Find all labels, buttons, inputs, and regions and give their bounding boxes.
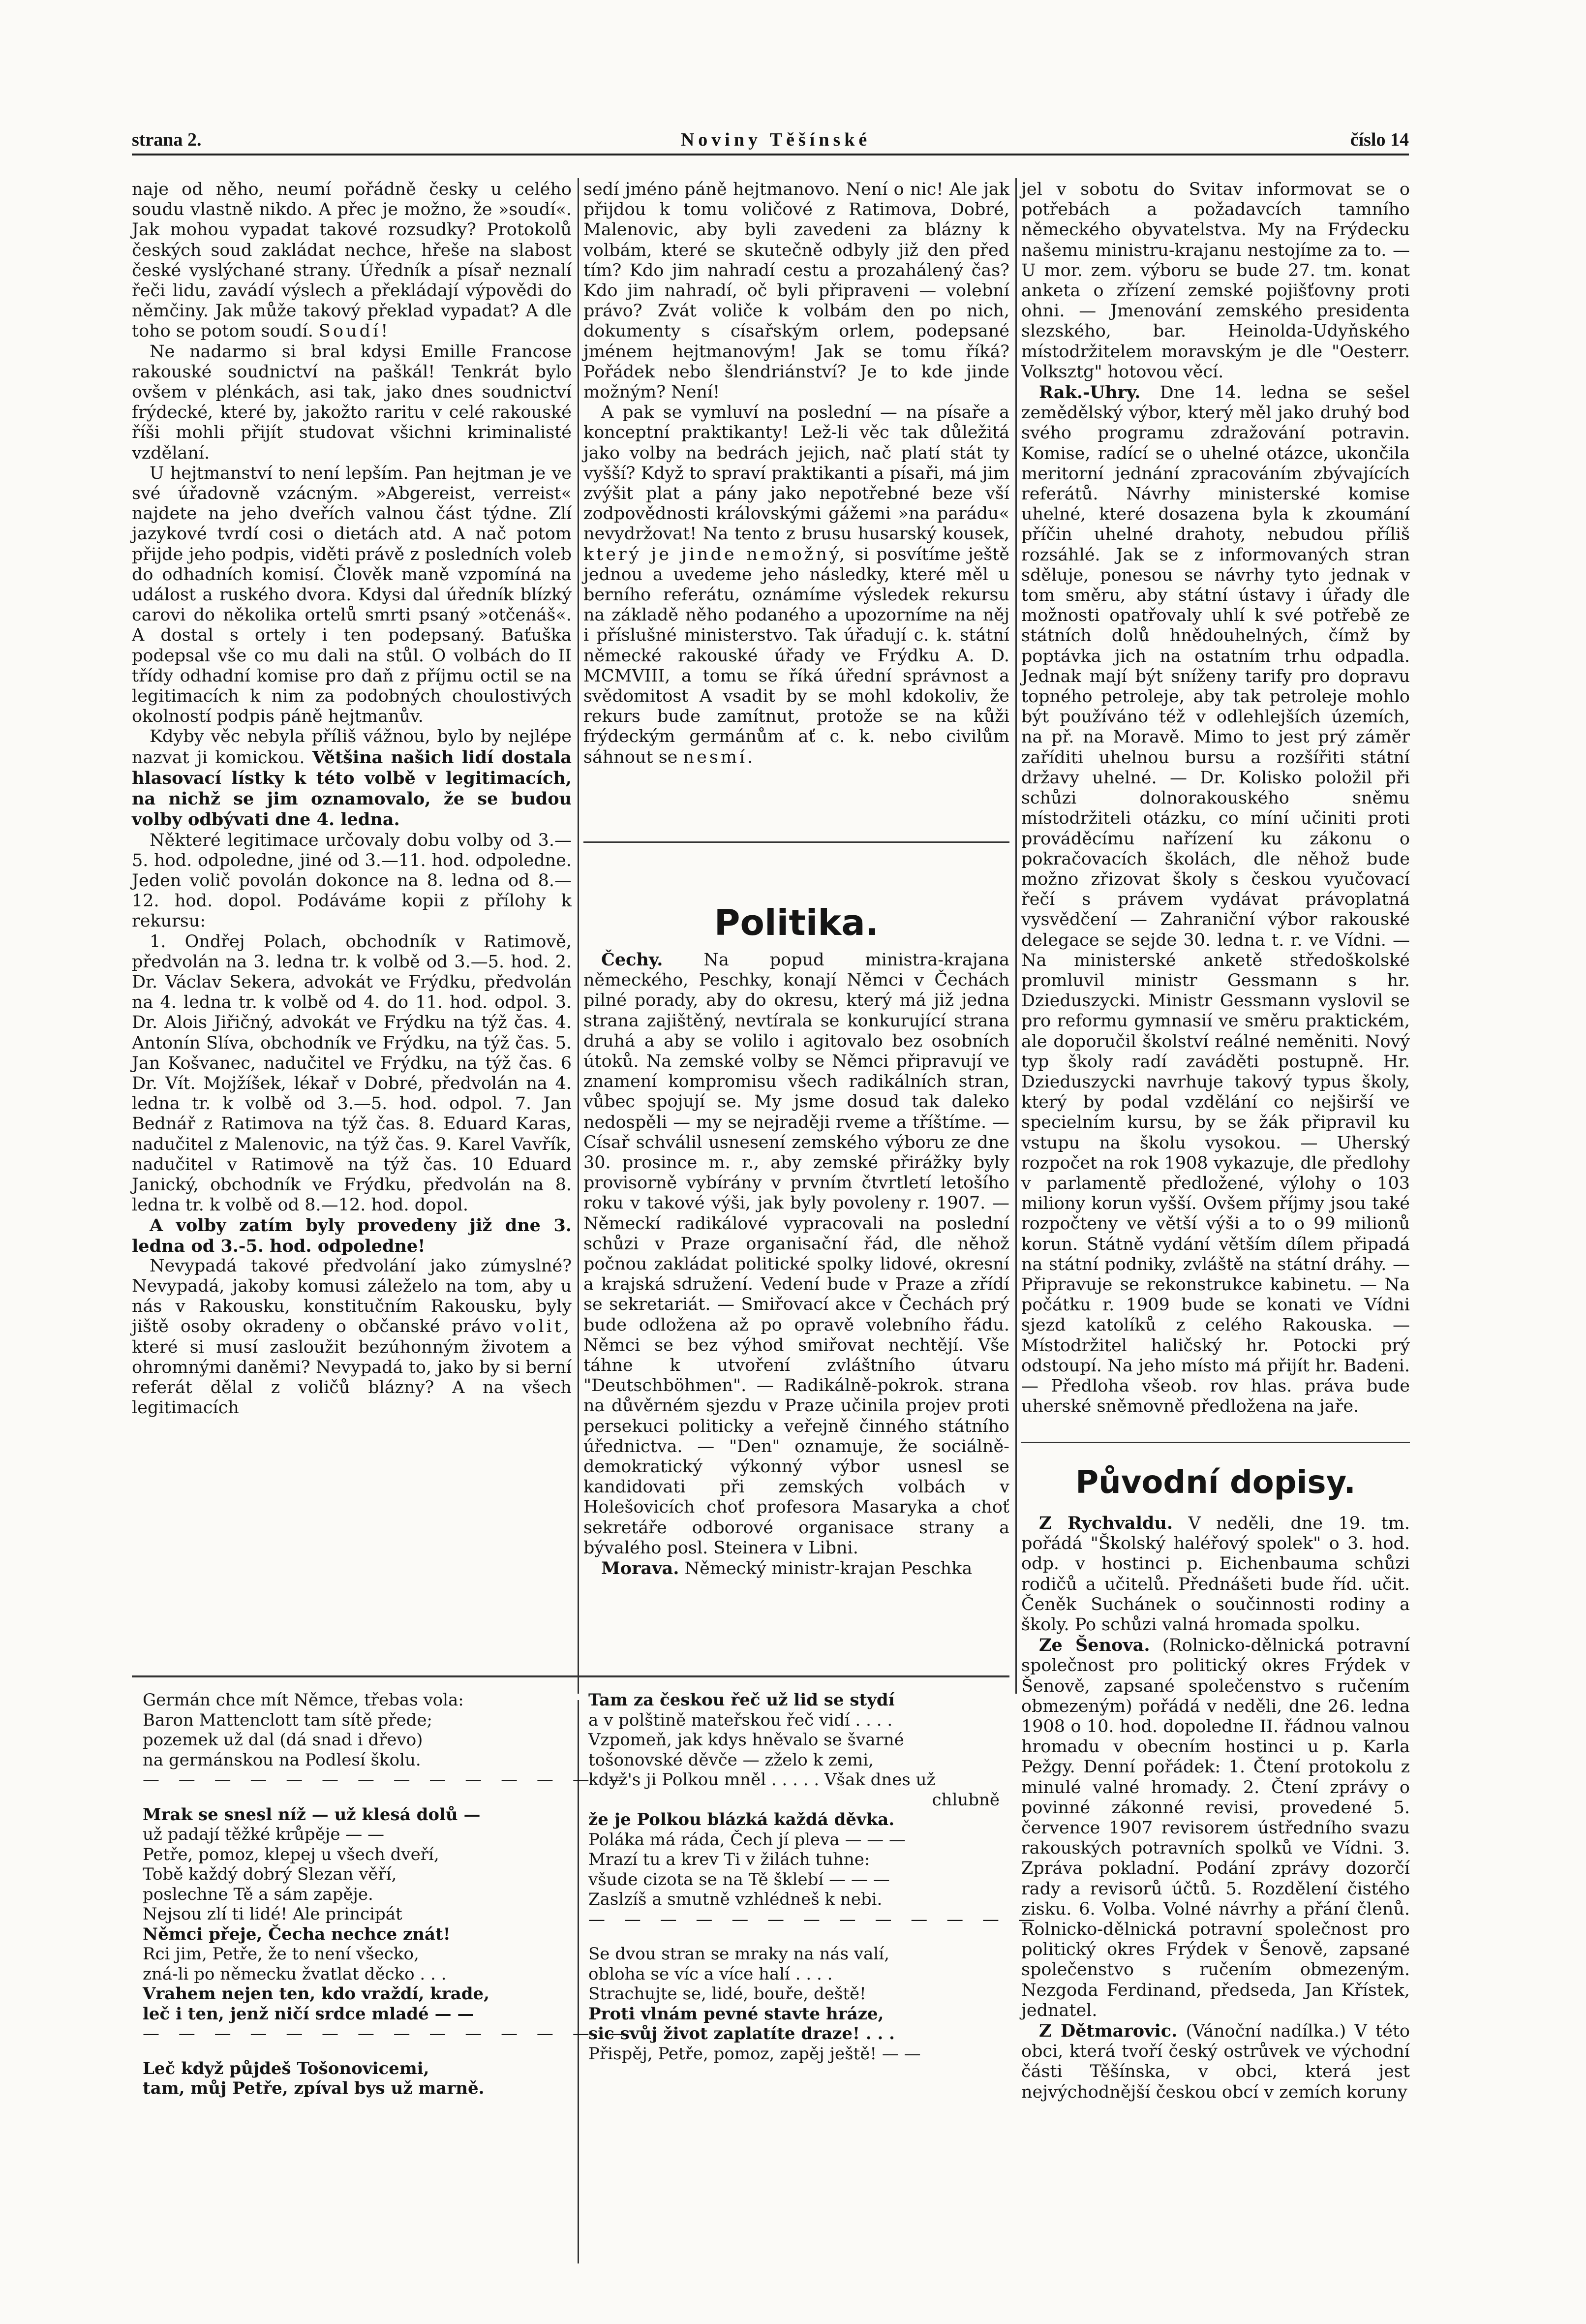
poem-divider (132, 1675, 1009, 1677)
article-paragraph: A pak se vymluví na poslední — na písaře a konceptní praktikanty! Lež-li věc tak důležitá jako volby na bedrách jejich, nač platí stát ty vyšší? Když to spraví praktikanti a písaři, má jim zvýšit plat a pány jako nepotřebné beze vší zodpovědnosti královskými gážemi »na parádu« nevydržovat! Na tento z brusu husarský kousek, který je jinde nemožný, si posvítíme ještě jednou a uvedeme jeho následky, které měl u berního referátu, oznámíme výsledek rekursu na základě něho podaného a upozorníme na něj i příslušné ministerstvo. Tak úřadují c. k. státní německé rakouské úřady ve Frýdku A. D. MCMVIII, a tomu se říká úřední správnost a svědomitost A vsadit by se mohl kdokoliv, že rekurs bude zamítnut, protože se na kůži frýdeckým germánům ať c. k. nebo civilům sáhnout se nesmí. (583, 403, 1009, 767)
poem-divider-dashes: — — — — — — — — — — — — — — (143, 2024, 632, 2044)
article-paragraph: Rak.-Uhry. Dne 14. ledna se sešel zemědělský výbor, který měl jako druhý bod svého programu zdražování potravin. Komise, radící se o uhelné otázce, ukončila meritorní jednání zpracováním zbývajících referátů. Návrhy ministerské komise uhelné, které dosazena byla k zkoumání příčin uhelné drahoty, nebudou příliš rozsáhlé. Jak se z informovaných stran sděluje, ponesou se návrhy tyto jednak v tom směru, aby státní ústavy i úřady dle možnosti opatřovaly uhlí k své potřebě ze státních dolů hnědouhelných, čímž by poptávka jich na ostatním trhu odpadla. Jednak mají být sníženy tarify pro dopravu topného petroleje, aby tak petroleje mohlo být používáno též v odlehlejších územích, na př. na Moravě. Mimo to jest prý záměr zaříditi uhelnou bursu a rozšířiti státní državy uhelné. — Dr. Kolisko položil při schůzi dolnorakouského sněmu místodržiteli otázku, co míní učiniti proti prováděcímu nařízení ku zákonu o pokračovacích školách, dle něhož bude možno zřizovat školy s českou vyučovací řečí s právem vydávat právoplatná vysvědčení — Zahraniční výbor rakouské delegace se sejde 30. ledna t. r. ve Vídni. — Na ministerské anketě středoškolské promluvil ministr Gessmann s hr. Dzieduszycki. Ministr Gessmann vyslovil se pro reformu gymnasií ve směru praktickém, ale doporučil školství reálné neměniti. Nový typ školy radí zaváděti postupně. Hr. Dzieduszycki navrhuje takový typus školy, který by podal vzdělání co nejširší ve specielním kursu, by se žák připravil ku vstupu na školu vysokou. — Uherský rozpočet na rok 1908 vykazuje, dle předlohy v parlamentě předložené, výlohy o 103 miliony korun vyšší. Ovšem příjmy jsou také rozpočteny ve větší výši a to o 99 milionů korun. Státně vydání větším dílem připadá na státní podniky, zvláště na státní dráhy. — Připravuje se rekonstrukce kabinetu. — Na počátku r. 1909 bude se konati ve Vídni sjezd katolíků z celého Rakouska. — Místodržitel haličský hr. Potocki prý odstoupí. Na jeho místo má přijít hr. Badeni. — Předloha všeob. rov hlas. práva bude uherské sněmovně předložena na jaře. (1021, 382, 1410, 1417)
article-paragraph: A volby zatím byly provedeny již dne 3. ledna od 3.-5. hod. odpoledne! (132, 1215, 572, 1256)
page-header (132, 127, 1409, 153)
poem-line: Přispěj, Petře, pomoz, zapěj ještě! — — (588, 2044, 921, 2064)
poem-left (143, 1690, 632, 2261)
dopisy-title: Původní dopisy. (1075, 1464, 1356, 1501)
article-paragraph: U hejtmanství to není lepším. Pan hejtman je ve své úřadovně vzácným. »Abgereist, verreist« najdete na jeho dveřích valnou část týdne. Zlí jazykové tvrdí cosi o dietách atd. A nač potom přijde jeho podpis, viděti právě z posledních voleb do odhadních komisí. Člověk maně vzpomíná na událost a ruského dvora. Kdysi dal úředník blízký carovi do několika ortelů smrti psaný »otčenáš«. A dostal s ortely i ten podepsaný. Baťuška podepsal vše co mu dali na stůl. O volbách do II třídy odhadní komise pro daň z příjmu octil se na legitimacích k nim za podobných choulostivých okolností podpis páně hejtmanův. (132, 463, 572, 727)
poem-line: tam, můj Petře, zpíval bys už marně. (143, 2078, 485, 2098)
poem-line: sic svůj život zaplatíte draze! . . . (588, 2024, 895, 2044)
poem-line: Strachujte se, lidé, bouře, deště! (588, 1984, 866, 2004)
page-number: strana 2. (132, 129, 202, 150)
article-paragraph: Morava. Německý ministr-krajan Peschka (601, 1558, 973, 1579)
poem-line: Mrak se snesl níž — už klesá dolů — (143, 1804, 481, 1825)
poem-line: Vzpomeň, jak kdys hněvalo se švarné (588, 1730, 904, 1750)
poem-line: Nejsou zlí ti lidé! Ale principát (143, 1904, 402, 1924)
poem-line: když's ji Polkou mněl . . . . . Však dnes už (588, 1770, 936, 1790)
poem-line: zná-li po německu žvatlat děcko . . . (143, 1964, 447, 1984)
poem-line: Germán chce mít Němce, třebas vola: (143, 1690, 464, 1710)
section-divider (583, 841, 1009, 843)
column-rule (578, 178, 579, 1694)
poem-gap (143, 1790, 571, 1805)
poem-line: všude cizota se na Tě šklebí — — — (588, 1869, 890, 1890)
poem-line: na germánskou na Podlesí školu. (143, 1750, 421, 1770)
poem-line: už padají těžké krůpěje — — (143, 1825, 385, 1844)
poem-gap (143, 2044, 571, 2059)
poem-line: leč i ten, jenž ničí srdce mladé — — (143, 2004, 474, 2024)
poem-line: Petře, pomoz, klepej u všech dveří, (143, 1844, 439, 1864)
poem-line: Mrazí tu a krev Ti v žilách tuhne: (588, 1850, 870, 1869)
poem-line: Tobě každý dobrý Slezan věří, (143, 1864, 397, 1884)
poem-line: Tam za českou řeč už lid se stydí (588, 1690, 895, 1710)
column-1 (132, 180, 572, 1666)
poem-line: obloha se víc a více halí . . . . (588, 1964, 833, 1984)
poem-line: pozemek už dal (dá snad i dřevo) (143, 1730, 423, 1750)
article-paragraph: Ze Šenova. (Rolnicko-dělnická potravní společnost pro politický okres Frýdek v Šenově, zapsané společenstvo s ručením obmezeným) pořádá v neděli, dne 26. ledna 1908 o 10. hod. dopoledne II. řádnou valnou hromadu v obecním hostinci u p. Karla Pežgy. Denní pořádek: 1. Čtení protokolu z minulé valné hromady. 2. Čtení zprávy o povinné zákonné revisi, provedené 5. července 1907 revisorem ústředního svazu rakouských potravních spolků ve Vídni. 3. Zpráva pokladní. Podání zprávy dozorčí rady a revisorů účtů. 5. Rozdělení čistého zisku. 6. Volba. Volné návrhy a přání členů. Rolnicko-dělnická potravní společnost pro politický okres Frýdek v Šenově, zapsané společenstvo s ručením obmezeným. Nezgoda Ferdinand, předseda, Jan Křístek, jednatel. (1021, 1635, 1410, 2020)
column-rule (1015, 178, 1017, 1694)
poem-line: poslechne Tě a sám zapěje. (143, 1884, 373, 1904)
issue-number: číslo 14 (1350, 129, 1409, 150)
poem-line: Němci přeje, Čecha nechce znát! (143, 1924, 451, 1944)
poem-divider-dashes: — — — — — — — — — — — — — — (143, 1770, 632, 1790)
poem-line: Se dvou stran se mraky na nás valí, (588, 1944, 889, 1964)
article-paragraph: jel v sobotu do Svitav informovat se o potřebách a požadavcích tamního německého obyvatelstva. My na Frýdecku našemu ministru-krajanu nestojíme za to. — U mor. zem. výboru se bude 27. tm. konat anketa o zřízení zemské pojišťovny proti ohni. — Jmenování zemského presidenta slezského, bar. Heinolda-Udyňského místodržitelem moravským je dle "Oesterr. Volksztg" hotovou věcí. (1021, 180, 1410, 382)
article-paragraph: Čechy. Na popud ministra-krajana německého, Peschky, konají Němci v Čechách pilné porady, aby do okresu, který má již jedna strana zajištěný, nevtírala se konkurující strana druhá a aby se volilo i agitovalo bez osobních útoků. Na zemské volby se Němci připravují ve znamení kompromisu všech radikálních stran, vůbec spojují se. My jsme dosud tak daleko nedospěli — my se nejraději rveme a tříštíme. — Císař schválil usnesení zemského výboru ze dne 30. prosince m. r., aby zemské přirážky byly provisorně vybírány v prvním čtvrtletí letošího roku v takové výši, jak byly povoleny r. 1907. — Německí radikálové vypracovali na poslední schůzi v Praze organisační řád, dle něhož počnou zakládat politické spolky lidové, okresní a krajská sdružení. Vedení bude v Praze a zřídí se sekretariát. — Smiřovací akce v Čechách prý bude odložena až po opravě volebního řádu. Němci se bez výhod smiřovat nechtějí. Vše táhne k utvoření zvláštního útvaru "Deutschböhmen". — Radikálně-pokrok. strana na důvěrném sjezdu v Praze učinila projev proti persekuci politicky a veřejně činného státního úřednictva. — "Den" oznamuje, že sociálně-demokratický výkonný výbor usnesl se kandidovati při zemských volbách v Holešovicích choť profesora Masaryka a choť sekretáře odborové organisace strany a bývalého posl. Steinera v Libni. (583, 950, 1009, 1558)
article-paragraph: sedí jméno páně hejtmanovo. Není o nic! Ale jak přijdou k tomu voličové z Ratimova, Dobré, Malenovic, aby byli zavedeni za blázny k volbám, které se skutečně odbyly již den před tím? Kdo jim nahradí cestu a prozahálený čas? Kdo jim nahradí, oč byli připraveni — volební právo? Zvát voliče k volbám den po nich, dokumenty s císařským orlem, podepsané jménem hejtmanovým! Jak se tomu říká? Pořádek nebo šlendriánství? Je to kde jinde možným? Není! (583, 180, 1009, 403)
poem-line: Rci jim, Petře, že to není všecko, (143, 1944, 419, 1964)
header-rule (132, 154, 1409, 155)
poem-line: Leč když půjdeš Tošonovicemi, (143, 2058, 429, 2078)
article-paragraph: Kdyby věc nebyla příliš vážnou, bylo by nejlépe nazvat ji komickou. Většina našich lidí dostala hlasovací lístky k této volbě v legitimacích, na nichž se jim oznamovalo, že se budou volby odbývati dne 4. ledna. (132, 727, 572, 830)
poem-right (588, 1690, 1042, 2261)
poem-divider-dashes: — — — — — — — — — — — — — (588, 1909, 1042, 1929)
article-paragraph: Některé legitimace určovaly dobu volby od 3.—5. hod. odpoledne, jiné od 3.—11. hod. odpoledne. Jeden volič povolán dokonce na 8. ledna od 8.—12. hod. dopol. Podáváme kopii z přílohy k rekursu: (132, 830, 572, 931)
dopisy-section (1021, 1513, 1410, 2251)
poem-line: Proti vlnám pevné stavte hráze, (588, 2004, 884, 2024)
poem-line: Zaslzíš a smutně vzhlédneš k nebi. (588, 1890, 883, 1909)
column-3 (1021, 180, 1410, 1434)
politika-title: Politika. (714, 902, 879, 943)
section-divider (1021, 1442, 1410, 1443)
article-paragraph: Z Dětmarovic. (Vánoční nadílka.) V této obci, která tvoří český ostrůvek ve východní části Těšínska, v obci, která jest nejvýchodnější českou obcí v zemích koruny (1021, 2021, 1410, 2102)
poem-line: chlubně (932, 1790, 1000, 1810)
article-paragraph: 1. Ondřej Polach, obchodník v Ratimově, předvolán na 3. ledna tr. k volbě od 3.—5. hod. 2. Dr. Václav Sekera, advokát ve Frýdku, předvolán na 4. ledna tr. k volbě od 4. do 11. hod. odpol. 3. Dr. Alois Jiřičný, advokát ve Frýdku na týž čas. 4. Antonín Slíva, obchodník ve Frýdku, na týž čas. 5. Jan Košvanec, nadučitel ve Frýdku, na týž čas. 6 Dr. Vít. Mojžíšek, lékař v Dobré, předvolán na 4. ledna tr. k volbě od 3.—5. hod. odpol. 7. Jan Bednář z Ratimova na týž čas. 8. Eduard Karas, nadučitel z Malenovic, na týž čas. 9. Karel Vavřík, nadučitel v Ratimově na týž čas. 10 Eduard Janický, obchodník ve Frýdku, předvolán na 8. ledna tr. k volbě od 8.—12. hod. dopol. (132, 931, 572, 1215)
article-paragraph: naje od něho, neumí pořádně česky u celého soudu vlastně nikdo. A přec je možno, že »soudí«. Jak mohou vypadat takové rozsudky? Protokolů českých soud zakládat nechce, hřeše na slabost české vyslýchané strany. Úředník a písař neznalí řeči lidu, zavádí výslech a překládají výpovědi do němčiny. Jak může takový překlad vypadat? A dle toho se potom soudí. Soudí! (132, 180, 572, 341)
poem-line: Polákа má ráda, Čech jí pleva — — — (588, 1829, 906, 1850)
poem-line: tošonovské děvče — zželo k zemi, (588, 1750, 874, 1770)
poem-line: že je Polkou blázká každá děvka. (588, 1810, 895, 1829)
article-paragraph: Ne nadarmo si bral kdysi Emille Francose rakouské soudnictví na paškál! Tenkrát bylo ovšem v plénkách, asi tak, jako dnes soudnictví frýdecké, které by, jakožto raritu v celé rakouské říši mohli přijít studovat všichni kriminalisté vzdělaní. (132, 341, 572, 463)
poem-line: a v polštině mateřskou řeč vidí . . . . (588, 1710, 893, 1730)
poem-line: Baron Mattenclott tam sítě přede; (143, 1710, 433, 1730)
article-paragraph: Nevypadá takové předvolání jako zúmyslné? Nevypadá, jakoby komusi záleželo na tom, aby u nás v Rakousku, konstitučním Rakousku, byly jiště osoby okradeny o občanské právo volit, které si musí zasloužit bezúhonným životem a ohromnými daněmi? Nevypadá to, jako by si berní referát dělal z voličů blázny? A na všech legitimacích (132, 1256, 572, 1418)
column-2 (583, 180, 1009, 767)
poem-gap (588, 1929, 1009, 1944)
politika-section (583, 950, 1009, 1663)
poem-line: Vrahem nejen ten, kdo vraždí, krade, (143, 1984, 490, 2004)
article-paragraph: Z Rychvaldu. V neděli, dne 19. tm. pořádá "Školský haléřový spolek" o 3. hod. odp. v hostinci p. Eichenbauma schůzi rodičů a učitelů. Přednášeti bude říd. učit. Čeněk Suchánek o součinnosti rodiny a školy. Po schůzi valná hromada spolku. (1021, 1513, 1410, 1635)
newspaper-title: Noviny Těšínské (680, 129, 871, 150)
